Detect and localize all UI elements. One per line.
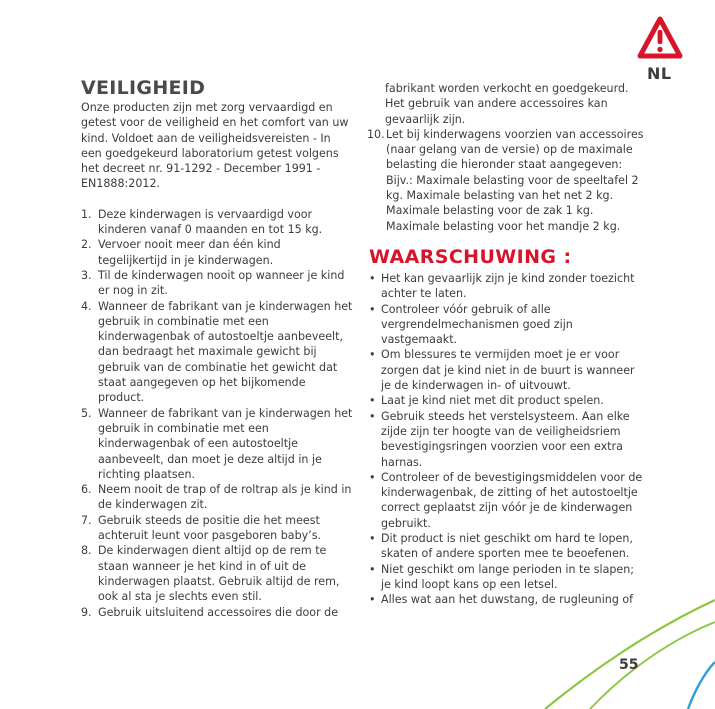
list-item: • Dit product is niet geschikt om hard te lopen, skaten of andere sporten mee te beoefenen. [369, 532, 633, 561]
list-item: 3. Til de kinderwagen nooit op wanneer je kind er nog in zit. [81, 268, 345, 298]
continued-item-9: fabrikant worden verkocht en goedgekeurd. Het gebruik van andere accessoires kan gevaarlijk zijn. [385, 82, 629, 126]
list-item: 10. Let bij kinderwagens voorzien van accessoires (naar gelang van de versie) op de maximale belasting die hieronder staat aangegeven: Bijv.: Maximale belasting voor de speeltafel 2 kg. Maximale belasting van het net 2 kg. Maximale belasting voor de zak 1 kg. Maximale belasting voor het mandje 2 kg. [367, 127, 644, 233]
list-item: 5. Wanneer de fabrikant van je kinderwagen het gebruik in combinatie met een kinderwagenbak of een autostoeltje aanbeveelt, dan moet je deze altijd in je richting plaatsen. [81, 406, 353, 481]
list-item: • Het kan gevaarlijk zijn je kind zonder toezicht achter te laten. [369, 271, 635, 301]
list-item: • Controleer vóór gebruik of alle vergrendelmechanismen goed zijn vastgemaakt. [369, 302, 573, 347]
section-title-safety: VEILIGHEID [81, 77, 206, 99]
section-title-warning: WAARSCHUWING : [369, 245, 572, 268]
list-item: • Om blessures te vermijden moet je er voor zorgen dat je kind niet in de buurt is wanneer je de kinderwagen in- of uitvouwt. [369, 348, 635, 393]
safety-list [81, 207, 353, 620]
safety-list-continued [367, 127, 644, 234]
list-item: 4. Wanneer de fabrikant van je kinderwagen het gebruik in combinatie met een kinderwagenbak of autostoeltje aanbeveelt, dan bedraagt het maximale gewicht bij gebruik van de combinatie het gewicht dat staat aangegeven op het bijkomende product. [81, 299, 353, 405]
warning-triangle-icon [637, 16, 683, 60]
list-item: • Gebruik steeds het verstelsysteem. Aan elke zijde zijn ter hoogte van de veiligheidsriem bevestigingsringen voorzien voor een extra harnas. [369, 409, 630, 469]
left-column [81, 76, 353, 620]
list-item: • Laat je kind niet met dit product spelen. [369, 394, 604, 408]
right-column [367, 81, 644, 608]
list-item: • Controleer of de bevestigingsmiddelen voor de kinderwagenbak, de zitting of het autostoeltje correct geplaatst zijn vóór je de kinderwagen gebruikt. [369, 470, 643, 530]
list-item: 6. Neem nooit de trap of de roltrap als je kind in de kinderwagen zit. [81, 483, 352, 512]
warning-list [367, 271, 644, 608]
intro-paragraph: Onze producten zijn met zorg vervaardigd en getest voor de veiligheid en het comfort van uw kind. Voldoet aan de veiligheidsvereisten - In een goedgekeurd laboratorium getest volgens het decreet nr. 91-1292 - December 1991 - EN1888:2012. [81, 101, 349, 191]
list-item: 2. Vervoer nooit meer dan één kind tegelijkertijd in je kinderwagen. [81, 238, 281, 267]
list-item: 9. Gebruik uitsluitend accessoires die door de [81, 605, 339, 619]
list-item: 1. Deze kinderwagen is vervaardigd voor kinderen vanaf 0 maanden en tot 15 kg. [81, 207, 323, 237]
page-number: 55 [619, 657, 639, 673]
list-item: • Alles wat aan het duwstang, de rugleuning of [369, 593, 634, 607]
list-item: • Niet geschikt om lange perioden in te slapen; je kind loopt kans op een letsel. [369, 562, 635, 591]
list-item: 7. Gebruik steeds de positie die het meest achteruit leunt voor pasgeboren baby’s. [81, 513, 322, 543]
list-item: 8. De kinderwagen dient altijd op de rem te staan wanneer je het kind in of uit de kinderwagen plaatst. Gebruik altijd de rem, ook al sta je slechts even stil. [81, 544, 340, 604]
language-label: NL [647, 64, 672, 83]
